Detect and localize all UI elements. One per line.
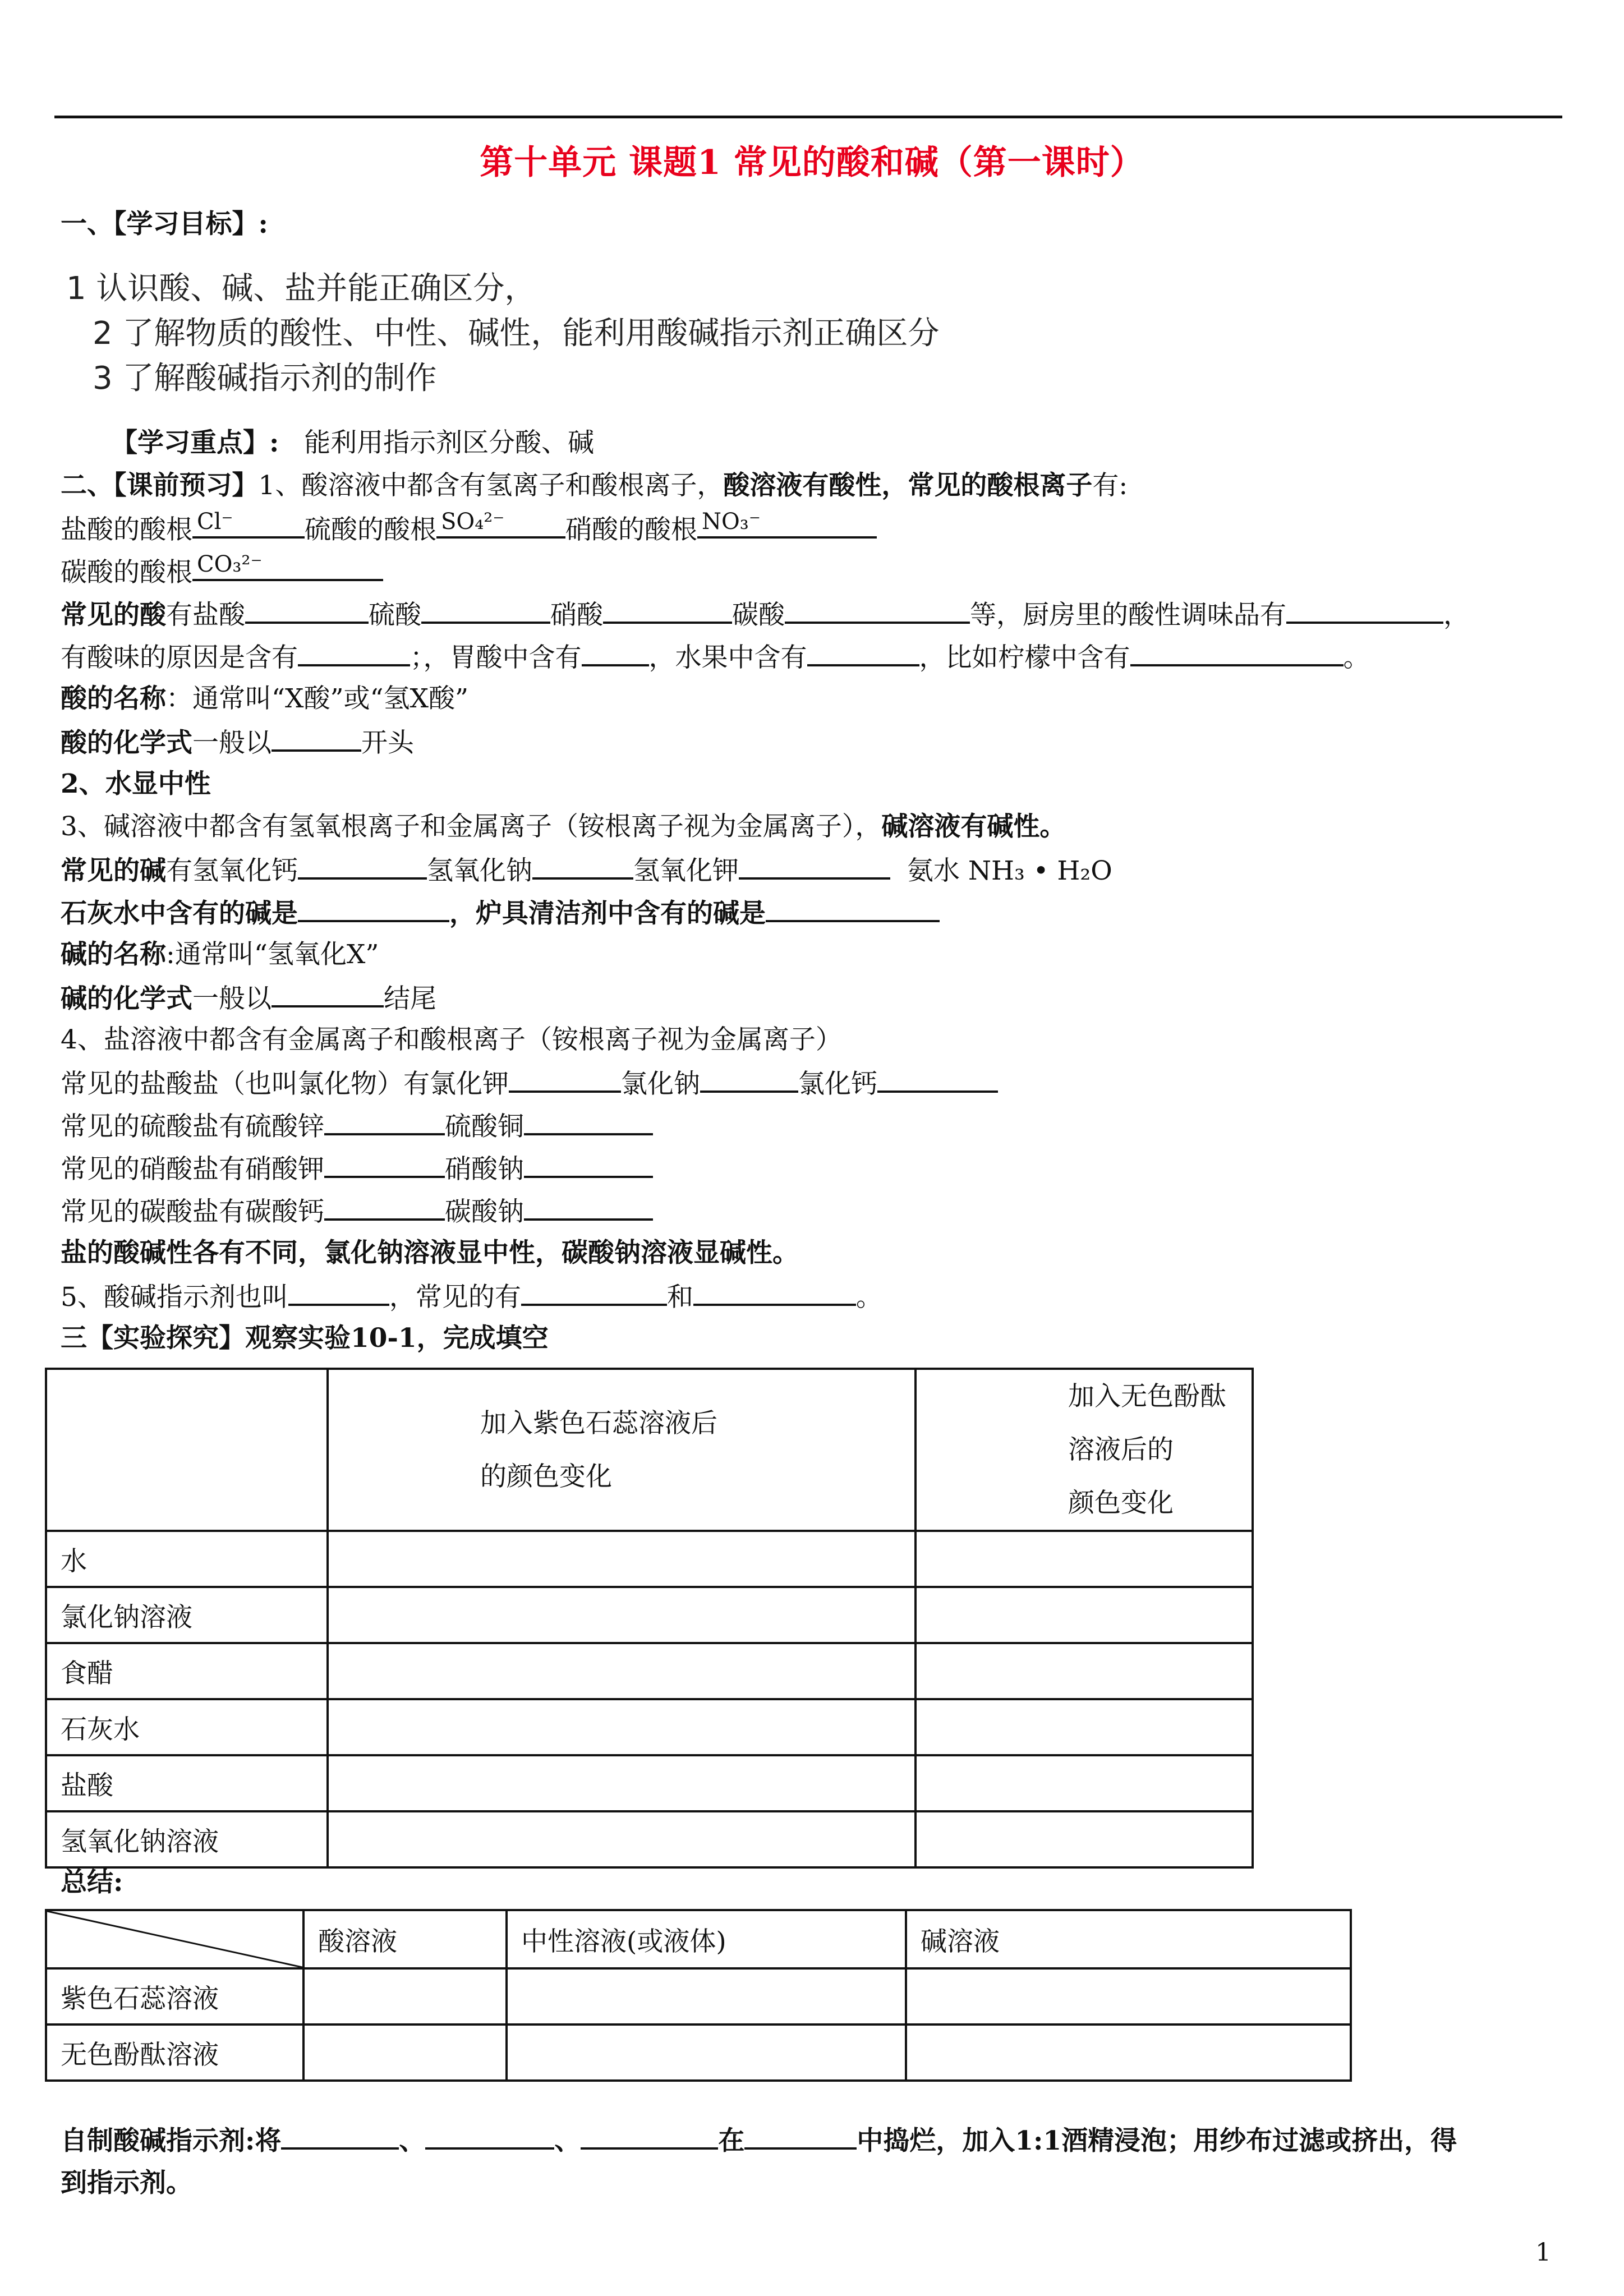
- acid-formula-a: 一般以: [192, 728, 272, 758]
- acid-name-text: ：通常叫“X酸”或“氢X酸”: [166, 683, 469, 714]
- row-label: 无色酚酞溶液: [46, 2024, 303, 2081]
- row-label: 石灰水: [46, 1699, 328, 1755]
- sour-reason-line: [61, 639, 1370, 675]
- key-point-text: 能利用指示剂区分酸、碱: [304, 427, 595, 458]
- hcl-blank[interactable]: [245, 597, 369, 624]
- base-formula-line: [61, 981, 436, 1016]
- page-number: 1: [1535, 2238, 1551, 2267]
- experiment-corner-cell: [46, 1369, 328, 1531]
- experiment-header-row: [46, 1369, 1253, 1531]
- caoh-label: 有氢氧化钙: [166, 855, 298, 886]
- summary-diagonal-cell: [46, 1910, 303, 1968]
- salt-summary: 盐的酸碱性各有不同，氯化钠溶液显中性，碳酸钠溶液显碱性。: [61, 1237, 799, 1268]
- common-acid-label: 常见的酸: [61, 600, 166, 631]
- base-intro-text: 3、碱溶液中都含有氢氧根离子和金属离子（铵根离子视为金属离子），: [61, 811, 882, 842]
- summary-col-acid: 酸溶液: [303, 1910, 507, 1968]
- homemade-sep2: 、: [554, 2125, 581, 2156]
- homemade-line-2: 到指示剂。: [61, 2168, 192, 2198]
- fruit-blank[interactable]: [807, 639, 919, 666]
- caoh-blank[interactable]: [298, 853, 427, 880]
- carbonate-line: [61, 1194, 653, 1229]
- page-title: 第十单元 课题1 常见的酸和碱（第一课时）: [480, 143, 1144, 182]
- carbonate-text: 常见的碳酸盐有碳酸钙: [61, 1197, 324, 1227]
- base-name-label: 碱的名称: [61, 939, 166, 970]
- nacl-label: 氯化钠: [621, 1069, 700, 1099]
- material-1-blank[interactable]: [281, 2123, 399, 2150]
- litmus-answer-cell[interactable]: [328, 1643, 915, 1699]
- naoh-blank[interactable]: [532, 853, 633, 880]
- acid-formula-blank[interactable]: [272, 725, 361, 752]
- h2co3-root-answer: CO₃²⁻: [197, 551, 263, 577]
- phenol-header-line2: 颜色变化: [1068, 1488, 1174, 1519]
- base-name-line: [61, 938, 379, 972]
- nitric-blank[interactable]: [603, 597, 732, 624]
- lemon-blank[interactable]: [1130, 639, 1344, 666]
- litmus-header-line2: 的颜色变化: [480, 1461, 612, 1492]
- key-point-label: 【学习重点】:: [111, 427, 279, 458]
- summary-col-neutral: 中性溶液(或液体): [507, 1910, 906, 1968]
- phenol-answer-cell[interactable]: [915, 1811, 1253, 1867]
- row-label: 紫色石蕊溶液: [46, 1968, 303, 2024]
- litmus-answer-cell[interactable]: [328, 1531, 915, 1587]
- table-row: [46, 1811, 1253, 1867]
- stomach-text: ；，胃酸中含有: [410, 642, 582, 673]
- sour-reason-text: 有酸味的原因是含有: [61, 642, 298, 673]
- summary-col-base: 碱溶液: [906, 1910, 1351, 1968]
- litmus-answer-cell[interactable]: [328, 1811, 915, 1867]
- ammonia-text: 氨水 NH₃ • H₂O: [907, 855, 1112, 886]
- base-intro-bold: 碱溶液有碱性。: [881, 811, 1066, 842]
- row-label: 盐酸: [46, 1755, 328, 1811]
- row-label: 氯化钠溶液: [46, 1587, 328, 1643]
- litmus-answer-cell[interactable]: [328, 1755, 915, 1811]
- base-name-text: :通常叫“氢氧化X”: [166, 939, 379, 970]
- water-neutral: 2、水显中性: [61, 769, 211, 799]
- limewater-blank[interactable]: [298, 895, 449, 922]
- indicator-2-blank[interactable]: [693, 1279, 856, 1306]
- acid-name-label: 酸的名称: [61, 683, 166, 714]
- lemon-text: ，比如柠檬中含有: [919, 642, 1130, 673]
- homemade-c: 中捣烂，加入1:1酒精浸泡；用纱布过滤或挤出，得: [857, 2125, 1457, 2156]
- summary-table: [45, 1909, 1352, 2082]
- answer-cell[interactable]: [507, 1968, 906, 2024]
- row-label: 食醋: [46, 1643, 328, 1699]
- na2co3-blank[interactable]: [524, 1194, 653, 1221]
- sulfate-text: 常见的硫酸盐有硫酸锌: [61, 1111, 324, 1142]
- answer-cell[interactable]: [303, 2024, 507, 2081]
- litmus-answer-cell[interactable]: [328, 1587, 915, 1643]
- litmus-answer-cell[interactable]: [328, 1699, 915, 1755]
- chloride-text: 常见的盐酸盐（也叫氯化物）有氯化钾: [61, 1069, 509, 1099]
- indicator-c: 和: [666, 1282, 693, 1313]
- nitrate-text: 常见的硝酸盐有硝酸钾: [61, 1154, 324, 1185]
- indicator-alias-blank[interactable]: [288, 1279, 389, 1306]
- base-formula-blank[interactable]: [272, 981, 384, 1007]
- row-label: 氢氧化钠溶液: [46, 1811, 328, 1867]
- period: 。: [1343, 642, 1370, 673]
- kno3-blank[interactable]: [324, 1151, 445, 1178]
- sulfuric-blank[interactable]: [421, 597, 550, 624]
- key-point: [111, 426, 594, 460]
- znso4-blank[interactable]: [324, 1108, 445, 1135]
- common-acid-hcl: 有盐酸: [166, 600, 245, 631]
- summary-header-row: [46, 1910, 1351, 1968]
- nano3-blank[interactable]: [524, 1151, 653, 1178]
- base-intro-line: [61, 810, 1066, 844]
- sour-reason-blank[interactable]: [298, 639, 410, 666]
- carbonic-root-line: [61, 551, 383, 590]
- preview-intro-text: 1、酸溶液中都含有氢离子和酸根离子，: [258, 470, 724, 501]
- experiment-heading: 三【实验探究】观察实验10-1，完成填空: [61, 1323, 549, 1354]
- homemade-b: 在: [718, 2125, 745, 2156]
- hcl-root-answer: Cl⁻: [197, 509, 233, 535]
- sulfate-line: [61, 1108, 653, 1144]
- base-formula-b: 结尾: [384, 983, 436, 1014]
- carbonic-label: 碳酸: [732, 600, 785, 631]
- goals-heading: 一、【学习目标】:: [61, 209, 268, 240]
- table-row: [46, 1531, 1253, 1587]
- salt-intro: 4、盐溶液中都含有金属离子和酸根离子（铵根离子视为金属离子）: [61, 1024, 842, 1055]
- litmus-header-line1: 加入紫色石蕊溶液后: [480, 1407, 717, 1439]
- homemade-a: 自制酸碱指示剂:将: [61, 2125, 282, 2156]
- nacl-blank[interactable]: [700, 1066, 798, 1093]
- common-base-label: 常见的碱: [61, 855, 166, 886]
- litmus-header: [328, 1369, 915, 1531]
- h2so4-root-label: 硫酸的酸根: [305, 514, 436, 545]
- diagonal-line: [47, 1911, 302, 1967]
- caco3-blank[interactable]: [324, 1194, 445, 1221]
- carbonic-blank[interactable]: [785, 597, 970, 624]
- fruit-text: ，水果中含有: [648, 642, 807, 673]
- kitchen-blank[interactable]: [1286, 597, 1443, 624]
- hno3-root-answer: NO₃⁻: [702, 509, 761, 535]
- phenol-answer-cell[interactable]: [915, 1531, 1253, 1587]
- phenol-answer-cell[interactable]: [915, 1643, 1253, 1699]
- answer-cell[interactable]: [906, 2024, 1351, 2081]
- naoh-label: 氢氧化钠: [427, 855, 532, 886]
- table-row: [46, 1587, 1253, 1643]
- phenol-header: [915, 1369, 1253, 1531]
- base-formula-a: 一般以: [192, 983, 272, 1014]
- common-bases-line: [61, 853, 1112, 888]
- summary-heading: 总结:: [61, 1867, 123, 1898]
- cuso4-label: 硫酸铜: [445, 1111, 524, 1142]
- answer-cell[interactable]: [303, 1968, 507, 2024]
- nitrate-line: [61, 1151, 653, 1186]
- hcl-root-blank[interactable]: [192, 509, 305, 539]
- answer-cell[interactable]: [507, 2024, 906, 2081]
- preview-intro-end: 有:: [1092, 470, 1128, 501]
- phenol-answer-cell[interactable]: [915, 1587, 1253, 1643]
- stomach-blank[interactable]: [582, 639, 649, 666]
- sulfuric-label: 硫酸: [369, 600, 421, 631]
- header-rule: [54, 116, 1562, 118]
- table-row: [46, 1968, 1351, 2024]
- row-label: 水: [46, 1531, 328, 1587]
- koh-label: 氢氧化钾: [633, 855, 739, 886]
- goal-item-2: 2 了解物质的酸性、中性、碱性，能利用酸碱指示剂正确区分: [93, 315, 940, 352]
- indicator-d: 。: [855, 1282, 882, 1313]
- material-2-blank[interactable]: [425, 2123, 554, 2150]
- cleaner-text: ，炉具清洁剂中含有的碱是: [449, 898, 766, 929]
- nano3-label: 硝酸钠: [445, 1154, 524, 1185]
- h2so4-root-answer: SO₄²⁻: [441, 509, 505, 535]
- limewater-text: 石灰水中含有的碱是: [61, 898, 298, 929]
- material-3-blank[interactable]: [581, 2123, 718, 2150]
- h2co3-root-label: 碳酸的酸根: [61, 557, 192, 588]
- phenol-answer-cell[interactable]: [915, 1699, 1253, 1755]
- homemade-sep1: 、: [399, 2125, 426, 2156]
- koh-blank[interactable]: [739, 853, 890, 880]
- preview-intro-bold: 酸溶液有酸性，常见的酸根离子: [723, 470, 1093, 501]
- homemade-line-1: [61, 2123, 1457, 2158]
- indicator-1-blank[interactable]: [521, 1279, 667, 1306]
- cacl2-blank[interactable]: [877, 1066, 998, 1093]
- cuso4-blank[interactable]: [524, 1108, 653, 1135]
- common-acids-line: 常见的酸有盐酸 硫酸 硝酸 碳酸 等，厨房里的酸性调味品有 ，: [61, 597, 1470, 632]
- acid-roots-line: [61, 509, 877, 547]
- table-row: [46, 2024, 1351, 2081]
- chloride-line: [61, 1066, 998, 1101]
- table-row: [46, 1643, 1253, 1699]
- acid-formula-b: 开头: [361, 728, 414, 758]
- na2co3-label: 碳酸钠: [445, 1197, 524, 1227]
- answer-cell[interactable]: [906, 1968, 1351, 2024]
- kitchen-text: 等，厨房里的酸性调味品有: [970, 600, 1286, 631]
- hno3-root-blank[interactable]: [697, 509, 877, 539]
- acid-formula-line: [61, 725, 414, 760]
- preview-intro: [61, 469, 1128, 503]
- indicator-a: 5、酸碱指示剂也叫: [61, 1282, 288, 1313]
- table-row: [46, 1699, 1253, 1755]
- goal-item-3: 3 了解酸碱指示剂的制作: [93, 360, 437, 397]
- cleaner-blank[interactable]: [766, 895, 940, 922]
- h2so4-root-blank[interactable]: [436, 509, 565, 539]
- table-row: [46, 1755, 1253, 1811]
- kcl-blank[interactable]: [509, 1066, 621, 1093]
- goal-item-1: 1 认识酸、碱、盐并能正确区分，: [66, 270, 536, 307]
- limewater-line: [61, 895, 940, 931]
- experiment-table: [45, 1368, 1254, 1869]
- base-formula-label: 碱的化学式: [61, 983, 192, 1014]
- container-blank[interactable]: [744, 2123, 857, 2150]
- acid-name-line: [61, 682, 468, 716]
- acid-formula-label: 酸的化学式: [61, 728, 192, 758]
- indicator-line: [61, 1279, 882, 1314]
- hcl-root-label: 盐酸的酸根: [61, 514, 192, 545]
- indicator-b: ，常见的有: [389, 1282, 521, 1313]
- phenol-header-line1: 加入无色酚酞溶液后的: [1068, 1381, 1226, 1465]
- h2co3-root-blank[interactable]: [192, 551, 383, 581]
- phenol-answer-cell[interactable]: [915, 1755, 1253, 1811]
- cacl2-label: 氯化钙: [798, 1069, 877, 1099]
- hno3-root-label: 硝酸的酸根: [565, 514, 697, 545]
- nitric-label: 硝酸: [550, 600, 603, 631]
- preview-heading: 二、【课前预习】: [61, 470, 259, 501]
